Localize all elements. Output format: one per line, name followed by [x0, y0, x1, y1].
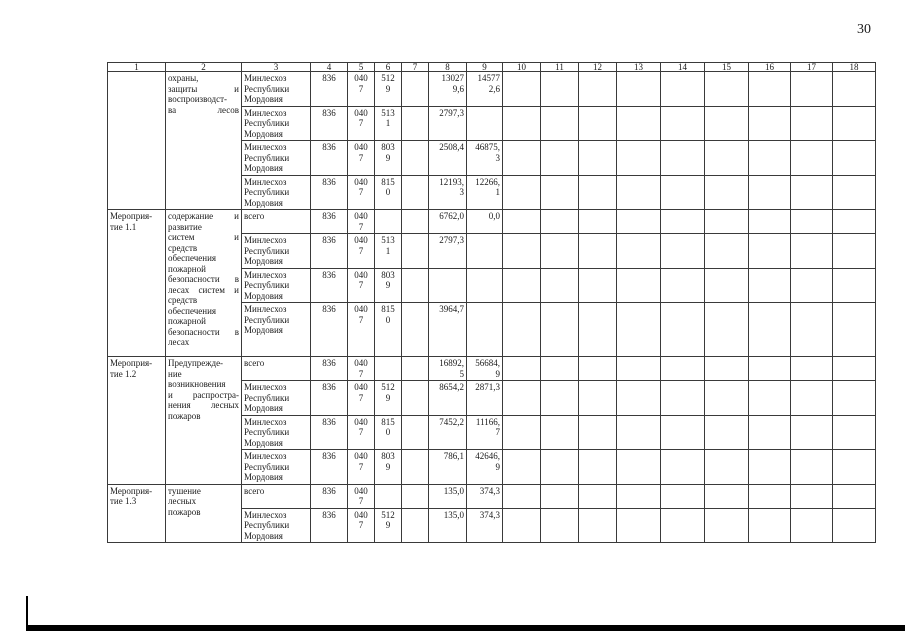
empty-col-15: [705, 234, 749, 269]
column-number-17: 17: [791, 63, 833, 72]
expense-type-code: [402, 234, 429, 269]
target-article-code: [375, 357, 402, 381]
expense-type-code: [402, 357, 429, 381]
empty-col-13: [617, 210, 661, 234]
empty-col-17: [791, 450, 833, 485]
target-article-code: 803 9: [375, 450, 402, 485]
empty-col-12: [579, 106, 617, 141]
target-article-code: 513 1: [375, 234, 402, 269]
column-number-9: 9: [467, 63, 503, 72]
empty-col-13: [617, 72, 661, 107]
empty-col-11: [541, 268, 579, 303]
empty-col-18: [833, 106, 876, 141]
expense-type-code: [402, 268, 429, 303]
table-row: [108, 72, 876, 107]
amount-col-8: 8654,2: [429, 381, 467, 416]
expense-type-code: [402, 484, 429, 508]
empty-col-17: [791, 268, 833, 303]
section-code: 040 7: [348, 175, 375, 210]
grbs-code: 836: [311, 234, 348, 269]
grbs-code: 836: [311, 72, 348, 107]
empty-col-10: [503, 415, 541, 450]
empty-col-10: [503, 210, 541, 234]
empty-col-15: [705, 72, 749, 107]
empty-col-12: [579, 234, 617, 269]
scan-edge: [26, 596, 28, 626]
target-article-code: 803 9: [375, 268, 402, 303]
empty-col-17: [791, 141, 833, 176]
empty-col-14: [661, 303, 705, 357]
expense-type-code: [402, 72, 429, 107]
responsible-executor: Минлесхоз Республики Мордовия: [242, 234, 311, 269]
program-item-description: тушение лесных пожаров: [166, 484, 242, 543]
empty-col-10: [503, 381, 541, 416]
target-article-code: 815 0: [375, 175, 402, 210]
empty-col-14: [661, 234, 705, 269]
empty-col-18: [833, 450, 876, 485]
column-number-4: 4: [311, 63, 348, 72]
empty-col-17: [791, 234, 833, 269]
empty-col-14: [661, 141, 705, 176]
empty-col-15: [705, 210, 749, 234]
empty-col-16: [749, 268, 791, 303]
section-code: 040 7: [348, 268, 375, 303]
column-number-8: 8: [429, 63, 467, 72]
empty-col-11: [541, 415, 579, 450]
empty-col-18: [833, 508, 876, 543]
responsible-executor: Минлесхоз Республики Мордовия: [242, 106, 311, 141]
empty-col-13: [617, 106, 661, 141]
empty-col-18: [833, 210, 876, 234]
empty-col-10: [503, 234, 541, 269]
empty-col-12: [579, 141, 617, 176]
empty-col-17: [791, 484, 833, 508]
amount-col-8: 3964,7: [429, 303, 467, 357]
section-code: 040 7: [348, 72, 375, 107]
program-item-description: Предупрежде- ние возникновения и распростра- нения лесных пожаров: [166, 357, 242, 485]
column-number-1: 1: [108, 63, 166, 72]
column-number-2: 2: [166, 63, 242, 72]
section-code: 040 7: [348, 141, 375, 176]
grbs-code: 836: [311, 141, 348, 176]
expense-type-code: [402, 415, 429, 450]
budget-table: [107, 62, 876, 543]
empty-col-15: [705, 268, 749, 303]
empty-col-15: [705, 508, 749, 543]
empty-col-15: [705, 106, 749, 141]
empty-col-15: [705, 415, 749, 450]
amount-col-9: 2871,3: [467, 381, 503, 416]
empty-col-16: [749, 141, 791, 176]
empty-col-18: [833, 268, 876, 303]
empty-col-14: [661, 175, 705, 210]
empty-col-16: [749, 234, 791, 269]
amount-col-9: [467, 234, 503, 269]
amount-col-8: 13027 9,6: [429, 72, 467, 107]
section-code: 040 7: [348, 484, 375, 508]
empty-col-14: [661, 415, 705, 450]
responsible-executor: Минлесхоз Республики Мордовия: [242, 72, 311, 107]
responsible-executor: Минлесхоз Республики Мордовия: [242, 303, 311, 357]
empty-col-12: [579, 72, 617, 107]
amount-col-8: 7452,2: [429, 415, 467, 450]
empty-col-12: [579, 450, 617, 485]
empty-col-15: [705, 303, 749, 357]
empty-col-11: [541, 357, 579, 381]
section-code: 040 7: [348, 106, 375, 141]
empty-col-16: [749, 508, 791, 543]
empty-col-12: [579, 268, 617, 303]
empty-col-13: [617, 268, 661, 303]
empty-col-17: [791, 72, 833, 107]
grbs-code: 836: [311, 106, 348, 141]
amount-col-9: 12266, 1: [467, 175, 503, 210]
table-row: [108, 210, 876, 234]
empty-col-18: [833, 484, 876, 508]
empty-col-11: [541, 303, 579, 357]
empty-col-16: [749, 175, 791, 210]
empty-col-16: [749, 415, 791, 450]
empty-col-13: [617, 234, 661, 269]
amount-col-9: 0,0: [467, 210, 503, 234]
page-number: 30: [857, 22, 871, 37]
amount-col-8: 16892, 5: [429, 357, 467, 381]
column-number-row: [108, 63, 876, 72]
amount-col-8: 12193, 3: [429, 175, 467, 210]
amount-col-8: 2797,3: [429, 234, 467, 269]
empty-col-12: [579, 175, 617, 210]
empty-col-11: [541, 175, 579, 210]
target-article-code: 512 9: [375, 72, 402, 107]
grbs-code: 836: [311, 508, 348, 543]
empty-col-12: [579, 210, 617, 234]
expense-type-code: [402, 141, 429, 176]
amount-col-8: 6762,0: [429, 210, 467, 234]
empty-col-10: [503, 72, 541, 107]
empty-col-16: [749, 450, 791, 485]
column-number-10: 10: [503, 63, 541, 72]
responsible-executor: Минлесхоз Республики Мордовия: [242, 508, 311, 543]
program-item-name: Мероприя- тие 1.1: [108, 210, 166, 357]
section-code: 040 7: [348, 357, 375, 381]
empty-col-17: [791, 357, 833, 381]
amount-col-9: 11166, 7: [467, 415, 503, 450]
empty-col-18: [833, 357, 876, 381]
empty-col-15: [705, 484, 749, 508]
empty-col-14: [661, 72, 705, 107]
column-number-7: 7: [402, 63, 429, 72]
empty-col-14: [661, 508, 705, 543]
empty-col-18: [833, 175, 876, 210]
amount-col-8: 2508,4: [429, 141, 467, 176]
empty-col-10: [503, 508, 541, 543]
program-item-description: охраны, защиты и воспроизводст- ва лесов: [166, 72, 242, 210]
empty-col-17: [791, 175, 833, 210]
amount-col-9: 42646, 9: [467, 450, 503, 485]
program-item-name: [108, 72, 166, 210]
responsible-executor: Минлесхоз Республики Мордовия: [242, 381, 311, 416]
empty-col-14: [661, 268, 705, 303]
empty-col-18: [833, 415, 876, 450]
scan-bottom-border: [26, 625, 905, 631]
grbs-code: 836: [311, 381, 348, 416]
empty-col-10: [503, 357, 541, 381]
program-item-name: Мероприя- тие 1.2: [108, 357, 166, 485]
empty-col-13: [617, 303, 661, 357]
column-number-16: 16: [749, 63, 791, 72]
empty-col-14: [661, 484, 705, 508]
empty-col-14: [661, 357, 705, 381]
grbs-code: 836: [311, 175, 348, 210]
amount-col-9: [467, 303, 503, 357]
column-number-6: 6: [375, 63, 402, 72]
table-row: [108, 484, 876, 508]
empty-col-10: [503, 175, 541, 210]
empty-col-11: [541, 450, 579, 485]
empty-col-18: [833, 141, 876, 176]
empty-col-13: [617, 357, 661, 381]
empty-col-16: [749, 303, 791, 357]
column-number-15: 15: [705, 63, 749, 72]
empty-col-11: [541, 234, 579, 269]
grbs-code: 836: [311, 268, 348, 303]
empty-col-14: [661, 106, 705, 141]
column-number-5: 5: [348, 63, 375, 72]
responsible-executor: всего: [242, 210, 311, 234]
expense-type-code: [402, 381, 429, 416]
section-code: 040 7: [348, 415, 375, 450]
empty-col-10: [503, 484, 541, 508]
target-article-code: 815 0: [375, 303, 402, 357]
amount-col-9: [467, 106, 503, 141]
empty-col-13: [617, 141, 661, 176]
responsible-executor: Минлесхоз Республики Мордовия: [242, 415, 311, 450]
program-item-description: содержание и развитие систем и средств обеспечения пожарной безопасности в лесах систем и средств обеспечения пожарной безопасности в лесах: [166, 210, 242, 357]
empty-col-17: [791, 210, 833, 234]
empty-col-13: [617, 484, 661, 508]
empty-col-17: [791, 303, 833, 357]
amount-col-9: 46875, 3: [467, 141, 503, 176]
amount-col-8: 135,0: [429, 484, 467, 508]
target-article-code: 803 9: [375, 141, 402, 176]
expense-type-code: [402, 210, 429, 234]
amount-col-8: 2797,3: [429, 106, 467, 141]
empty-col-13: [617, 381, 661, 416]
amount-col-9: [467, 268, 503, 303]
column-number-13: 13: [617, 63, 661, 72]
amount-col-8: 786,1: [429, 450, 467, 485]
section-code: 040 7: [348, 234, 375, 269]
grbs-code: 836: [311, 415, 348, 450]
section-code: 040 7: [348, 450, 375, 485]
empty-col-11: [541, 141, 579, 176]
empty-col-17: [791, 415, 833, 450]
target-article-code: [375, 484, 402, 508]
empty-col-16: [749, 210, 791, 234]
column-number-3: 3: [242, 63, 311, 72]
responsible-executor: Минлесхоз Республики Мордовия: [242, 141, 311, 176]
empty-col-14: [661, 210, 705, 234]
empty-col-11: [541, 381, 579, 416]
empty-col-16: [749, 381, 791, 416]
amount-col-9: 14577 2,6: [467, 72, 503, 107]
amount-col-8: [429, 268, 467, 303]
empty-col-10: [503, 450, 541, 485]
amount-col-8: 135,0: [429, 508, 467, 543]
empty-col-15: [705, 450, 749, 485]
empty-col-15: [705, 381, 749, 416]
empty-col-14: [661, 450, 705, 485]
amount-col-9: 374,3: [467, 484, 503, 508]
amount-col-9: 374,3: [467, 508, 503, 543]
responsible-executor: всего: [242, 484, 311, 508]
empty-col-16: [749, 484, 791, 508]
empty-col-12: [579, 508, 617, 543]
section-code: 040 7: [348, 508, 375, 543]
empty-col-18: [833, 234, 876, 269]
empty-col-10: [503, 106, 541, 141]
expense-type-code: [402, 303, 429, 357]
empty-col-18: [833, 381, 876, 416]
responsible-executor: Минлесхоз Республики Мордовия: [242, 450, 311, 485]
amount-col-9: 56684, 9: [467, 357, 503, 381]
empty-col-10: [503, 141, 541, 176]
expense-type-code: [402, 508, 429, 543]
empty-col-18: [833, 303, 876, 357]
empty-col-17: [791, 381, 833, 416]
responsible-executor: Минлесхоз Республики Мордовия: [242, 175, 311, 210]
grbs-code: 836: [311, 450, 348, 485]
empty-col-12: [579, 303, 617, 357]
empty-col-10: [503, 268, 541, 303]
column-number-11: 11: [541, 63, 579, 72]
program-item-name: Мероприя- тие 1.3: [108, 484, 166, 543]
expense-type-code: [402, 175, 429, 210]
target-article-code: 512 9: [375, 381, 402, 416]
grbs-code: 836: [311, 484, 348, 508]
empty-col-11: [541, 484, 579, 508]
empty-col-16: [749, 106, 791, 141]
target-article-code: 513 1: [375, 106, 402, 141]
empty-col-13: [617, 508, 661, 543]
responsible-executor: всего: [242, 357, 311, 381]
empty-col-12: [579, 357, 617, 381]
grbs-code: 836: [311, 357, 348, 381]
empty-col-15: [705, 357, 749, 381]
empty-col-12: [579, 381, 617, 416]
empty-col-15: [705, 175, 749, 210]
empty-col-14: [661, 381, 705, 416]
section-code: 040 7: [348, 210, 375, 234]
column-number-18: 18: [833, 63, 876, 72]
empty-col-12: [579, 415, 617, 450]
empty-col-11: [541, 210, 579, 234]
empty-col-17: [791, 106, 833, 141]
empty-col-11: [541, 72, 579, 107]
empty-col-10: [503, 303, 541, 357]
empty-col-13: [617, 175, 661, 210]
grbs-code: 836: [311, 210, 348, 234]
empty-col-11: [541, 106, 579, 141]
section-code: 040 7: [348, 303, 375, 357]
target-article-code: 512 9: [375, 508, 402, 543]
target-article-code: [375, 210, 402, 234]
column-number-14: 14: [661, 63, 705, 72]
empty-col-18: [833, 72, 876, 107]
empty-col-13: [617, 450, 661, 485]
table-row: [108, 357, 876, 381]
empty-col-16: [749, 72, 791, 107]
empty-col-15: [705, 141, 749, 176]
column-number-12: 12: [579, 63, 617, 72]
grbs-code: 836: [311, 303, 348, 357]
expense-type-code: [402, 450, 429, 485]
empty-col-12: [579, 484, 617, 508]
section-code: 040 7: [348, 381, 375, 416]
empty-col-11: [541, 508, 579, 543]
empty-col-16: [749, 357, 791, 381]
empty-col-13: [617, 415, 661, 450]
expense-type-code: [402, 106, 429, 141]
responsible-executor: Минлесхоз Республики Мордовия: [242, 268, 311, 303]
target-article-code: 815 0: [375, 415, 402, 450]
empty-col-17: [791, 508, 833, 543]
